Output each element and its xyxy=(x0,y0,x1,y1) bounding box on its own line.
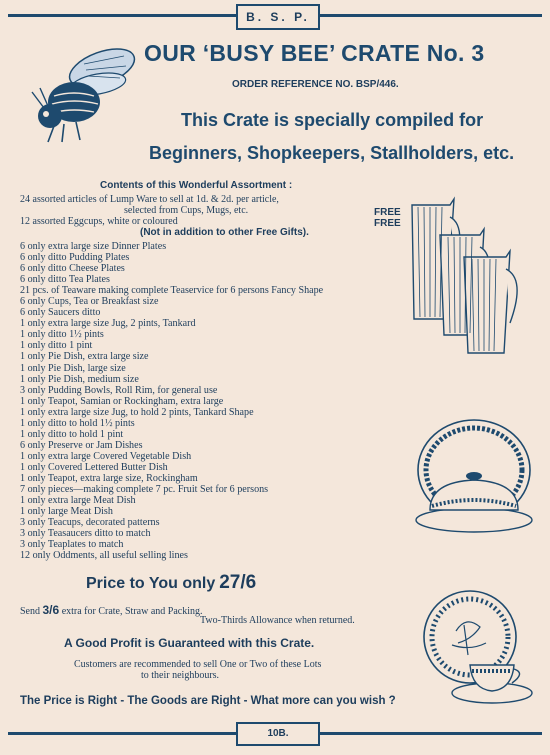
list-item: 1 only ditto to hold 1½ pints xyxy=(20,417,135,429)
list-item: 6 only ditto Tea Plates xyxy=(20,274,110,286)
list-item: 1 only ditto 1 pint xyxy=(20,340,93,352)
list-item: 6 only ditto Pudding Plates xyxy=(20,252,130,264)
list-item: 1 only ditto to hold 1 pint xyxy=(20,428,124,440)
contents-heading: Contents of this Wonderful Assortment : xyxy=(100,180,293,191)
free-tag-1: FREE xyxy=(374,207,401,218)
list-item: 6 only extra large size Dinner Plates xyxy=(20,241,167,252)
crate-amount: 3/6 xyxy=(42,603,60,617)
list-item: 1 only Pie Dish, large size xyxy=(20,362,126,374)
list-item: 12 only Oddments, all useful selling lines xyxy=(20,550,188,562)
list-item: 1 only extra large size Jug, 2 pints, Tankard xyxy=(20,318,196,330)
free-gifts-block xyxy=(20,194,400,238)
list-item: 6 only Preserve or Jam Dishes xyxy=(20,439,143,451)
jugs-illustration xyxy=(398,195,538,360)
subtitle-line-1: This Crate is specially compiled for xyxy=(181,110,484,130)
list-item: 3 only Teaplates to match xyxy=(20,539,124,551)
crate-prefix: Send xyxy=(20,606,40,617)
header-badge: B. S. P. xyxy=(236,4,320,30)
price-label: Price to You only xyxy=(86,575,216,592)
list-item: 6 only ditto Cheese Plates xyxy=(20,263,125,275)
list-item: 1 only Teapot, Samian or Rockingham, extra large xyxy=(20,395,224,407)
list-item: 21 pcs. of Teaware making complete Teaservice for 6 persons Fancy Shape xyxy=(20,285,324,297)
list-item: 1 only ditto 1½ pints xyxy=(20,329,104,341)
free-gift-1-line-1: 24 assorted articles of Lump Ware to sell at 1d. & 2d. per article, xyxy=(20,194,279,205)
customers-note-line-1: Customers are recommended to sell One or Two of these Lots xyxy=(74,659,322,670)
free-gift-2-line: 12 assorted Eggcups, white or coloured xyxy=(20,216,178,227)
order-reference: ORDER REFERENCE NO. BSP/446. xyxy=(232,79,399,90)
item-list xyxy=(20,241,380,561)
list-item: 1 only large Meat Dish xyxy=(20,506,113,518)
list-item: 3 only Teasaucers ditto to match xyxy=(20,528,151,540)
list-item: 1 only Teapot, extra large size, Rockingham xyxy=(20,472,198,484)
profit-guarantee: A Good Profit is Guaranteed with this Crate. xyxy=(64,636,315,650)
page-number: 10B. xyxy=(236,722,320,746)
subtitle-line-2: Beginners, Shopkeepers, Stallholders, etc. xyxy=(149,143,515,163)
list-item: 3 only Teacups, decorated patterns xyxy=(20,517,160,529)
list-item: 1 only extra large Meat Dish xyxy=(20,495,136,507)
free-gift-1-line-2: selected from Cups, Mugs, etc. xyxy=(124,205,249,216)
list-item: 1 only Pie Dish, medium size xyxy=(20,373,139,385)
list-item: 6 only Saucers ditto xyxy=(20,307,101,319)
free-tag-2: FREE xyxy=(374,218,401,229)
list-item: 3 only Pudding Bowls, Roll Rim, for general use xyxy=(20,384,218,396)
list-item: 1 only extra large Covered Vegetable Dish xyxy=(20,450,192,462)
page-title: OUR ‘BUSY BEE’ CRATE No. 3 xyxy=(144,40,485,66)
customers-note-line-2: to their neighbours. xyxy=(141,670,220,681)
tureen-illustration xyxy=(408,410,540,558)
price-amount: 27/6 xyxy=(219,572,257,593)
list-item: 7 only pieces—making complete 7 pc. Fruit Set for 6 persons xyxy=(20,484,269,496)
free-gifts-note: (Not in addition to other Free Gifts). xyxy=(140,227,309,238)
crate-allowance: Two-Thirds Allowance when returned. xyxy=(200,615,355,626)
cup-saucer-illustration xyxy=(408,585,540,715)
list-item: 1 only Pie Dish, extra large size xyxy=(20,351,149,363)
crate-suffix: extra for Crate, Straw and Packing. xyxy=(61,606,203,617)
tagline: The Price is Right - The Goods are Right - What more can you wish ? xyxy=(20,695,396,707)
list-item: 1 only Covered Lettered Butter Dish xyxy=(20,461,168,473)
price-line xyxy=(86,572,256,594)
list-item: 6 only Cups, Tea or Breakfast size xyxy=(20,296,159,308)
crate-charge-line xyxy=(20,603,202,617)
list-item: 1 only extra large size Jug, to hold 2 pints, Tankard Shape xyxy=(20,406,254,418)
bee-illustration xyxy=(24,38,144,146)
